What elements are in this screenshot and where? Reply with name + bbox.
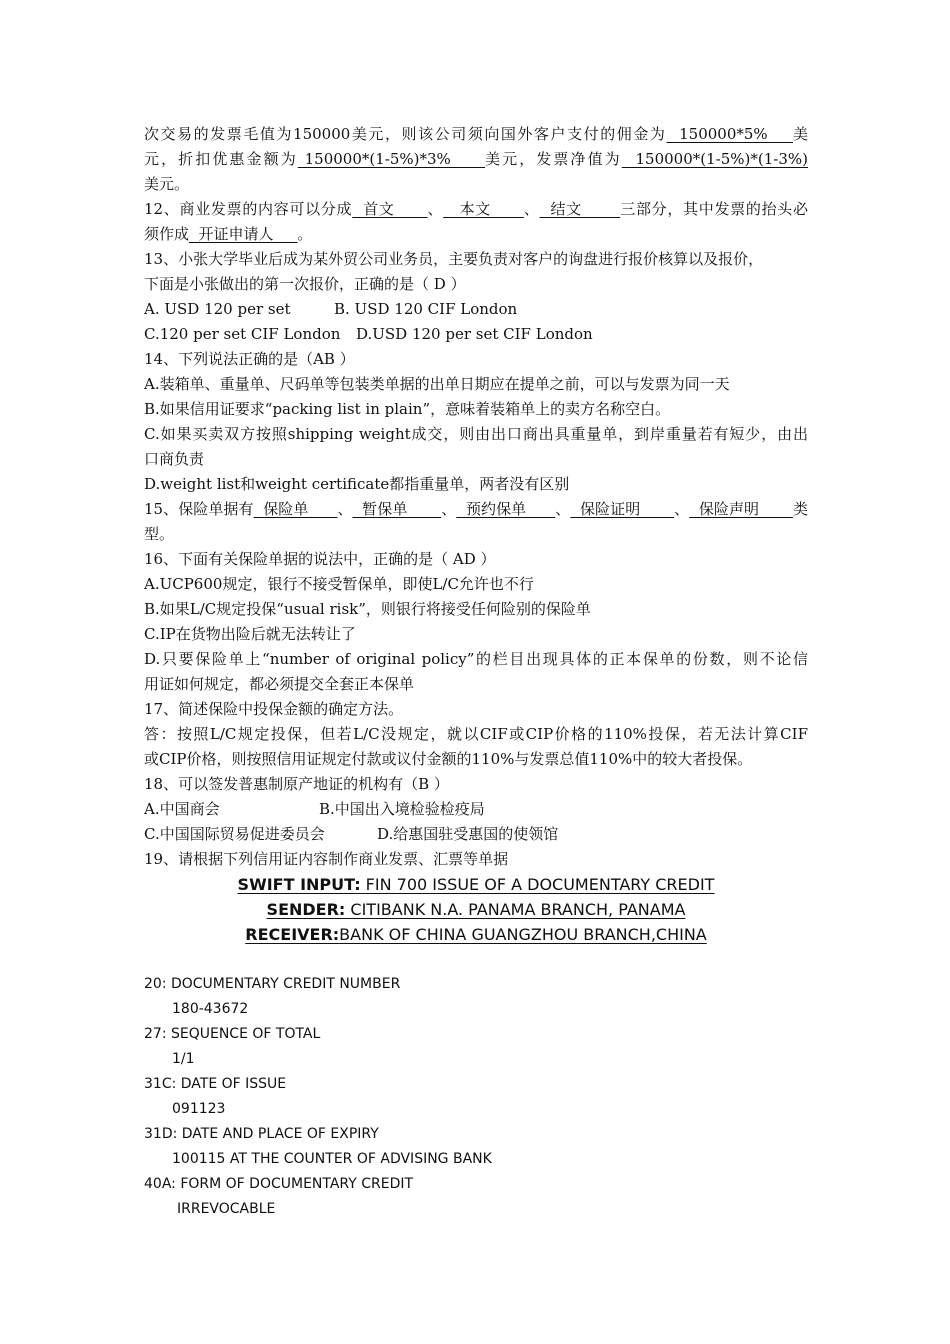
q18-option-c: C.中国国际贸易促进委员会 (144, 825, 325, 843)
q11-text: 美元，发票净值为 (485, 150, 622, 168)
q18-option-d: D.给惠国驻受惠国的使领馆 (377, 825, 559, 843)
q16-option-d-cont: 用证如何规定，都必须提交全套正本保单 (144, 675, 415, 693)
document-body (144, 122, 808, 1222)
q11-line1 (144, 122, 808, 147)
q14-option-b: B.如果信用证要求“packing list in plain”，意味着装箱单上的卖方名称空白。 (144, 400, 671, 418)
q11-net-answer: 150000*(1-5%)*(1-3%) (621, 150, 808, 168)
field-tag: 40A: FORM OF DOCUMENTARY CREDIT (144, 1176, 414, 1192)
field-tag: 31D: DATE AND PLACE OF EXPIRY (144, 1126, 379, 1142)
swift-sender-value: CITIBANK N.A. PANAMA BRANCH, PANAMA (345, 900, 686, 919)
q16-option-d: D.只要保险单上“number of original policy”的栏目出现具体的正本保单的份数，则不论信 (144, 650, 808, 668)
field-value: IRREVOCABLE (177, 1201, 276, 1217)
q12-answer-3: 结文 (539, 200, 621, 218)
q14-option-a: A.装箱单、重量单、尺码单等包装类单据的出单日期应在提单之前，可以与发票为同一天 (144, 375, 730, 393)
q13-option-c: C.120 per set CIF London (144, 325, 341, 343)
field-value: 100115 AT THE COUNTER OF ADVISING BANK (172, 1151, 492, 1167)
q11-text: 次交易的发票毛值为150000美元，则该公司须向国外客户支付的佣金为 (144, 125, 667, 143)
q13-option-b: B. USD 120 CIF London (334, 300, 518, 318)
swift-sender-line (144, 897, 808, 922)
q14-line1: 14、下列说法正确的是（AB ） (144, 350, 355, 368)
q12-answer-4: 开证申请人 (189, 225, 298, 243)
q15-answer-5: 保险声明 (689, 500, 793, 518)
q15-text: 15、保险单据有 (144, 500, 254, 518)
q12-text: 须作成 (144, 225, 190, 243)
field-tag: 31C: DATE OF ISSUE (144, 1076, 287, 1092)
separator: 、 (523, 200, 540, 218)
q11-line3: 美元。 (144, 175, 190, 193)
separator: 、 (555, 500, 571, 518)
swift-input-value: FIN 700 ISSUE OF A DOCUMENTARY CREDIT (360, 875, 715, 894)
q11-commission-answer: 150000*5% (666, 125, 793, 143)
swift-sender-label: SENDER: (266, 900, 346, 919)
q18-option-a: A.中国商会 (144, 800, 220, 818)
q12-line2 (144, 222, 808, 247)
q11-text-end: 美 (793, 125, 809, 143)
q13-option-d: D.USD 120 per set CIF London (356, 325, 593, 343)
q15-answer-3: 预约保单 (456, 500, 556, 518)
field-tag: 20: DOCUMENTARY CREDIT NUMBER (144, 976, 401, 992)
field-value: 091123 (172, 1101, 226, 1117)
q13-line2: 下面是小张做出的第一次报价，正确的是（ D ） (144, 275, 466, 293)
q13-options-cd (144, 322, 808, 347)
separator: 、 (674, 500, 690, 518)
q15-answer-1: 保险单 (253, 500, 338, 518)
q13-options-ab (144, 297, 808, 322)
separator: 、 (337, 500, 353, 518)
q14-option-c: C.如果买卖双方按照shipping weight成交，则由出口商出具重量单，到岸重量若有短少，由出 (144, 425, 808, 443)
swift-input-line (144, 872, 808, 897)
q11-text: 元，折扣优惠金额为 (144, 150, 298, 168)
q12-text: 三部分，其中发票的抬头必 (620, 200, 808, 218)
q11-discount-answer: 150000*(1-5%)*3% (297, 150, 486, 168)
q14-option-d: D.weight list和weight certificate都指重量单，两者没有区别 (144, 475, 570, 493)
field-tag: 27: SEQUENCE OF TOTAL (144, 1026, 321, 1042)
field-value: 1/1 (172, 1051, 195, 1067)
q15-line1 (144, 497, 808, 522)
blank-line (144, 947, 808, 972)
q17-answer-line1: 答：按照L/C规定投保，但若L/C没规定，就以CIF或CIP价格的110%投保，若无法计算CIF (144, 725, 808, 743)
q16-option-b: B.如果L/C规定投保“usual risk”，则银行将接受任何险别的保险单 (144, 600, 591, 618)
swift-receiver-label: RECEIVER: (245, 925, 340, 944)
q12-text: 。 (297, 225, 313, 243)
q18-options-cd (144, 822, 808, 847)
swift-receiver-line (144, 922, 808, 947)
q16-option-c: C.IP在货物出险后就无法转让了 (144, 625, 356, 643)
q16-line1: 16、下面有关保险单据的说法中，正确的是（ AD ） (144, 550, 496, 568)
swift-input-label: SWIFT INPUT: (237, 875, 361, 894)
q11-line2 (144, 147, 808, 172)
q12-answer-1: 首文 (352, 200, 428, 218)
q14-option-c-cont: 口商负责 (144, 450, 205, 468)
q13-option-a: A. USD 120 per set (144, 300, 291, 318)
q15-answer-2: 暂保单 (352, 500, 442, 518)
separator: 、 (427, 200, 444, 218)
q12-line1 (144, 197, 808, 222)
separator: 、 (441, 500, 457, 518)
q13-line1: 13、小张大学毕业后成为某外贸公司业务员，主要负责对客户的询盘进行报价核算以及报价， (144, 250, 764, 268)
q12-text: 12、商业发票的内容可以分成 (144, 200, 353, 218)
q18-line1: 18、可以签发普惠制原产地证的机构有（B ） (144, 775, 449, 793)
q15-line2: 型。 (144, 525, 175, 543)
q17-answer-line2: 或CIP价格，则按照信用证规定付款或议付金额的110%与发票总值110%中的较大者投保。 (144, 750, 753, 768)
q12-answer-2: 本文 (443, 200, 524, 218)
q18-options-ab (144, 797, 808, 822)
q17-line1: 17、简述保险中投保金额的确定方法。 (144, 700, 404, 718)
q18-option-b: B.中国出入境检验检疫局 (319, 800, 485, 818)
q19-line1: 19、请根据下列信用证内容制作商业发票、汇票等单据 (144, 850, 509, 868)
q15-answer-4: 保险证明 (570, 500, 675, 518)
swift-receiver-value: BANK OF CHINA GUANGZHOU BRANCH,CHINA (339, 925, 707, 944)
q16-option-a: A.UCP600规定，银行不接受暂保单，即使L/C允许也不行 (144, 575, 534, 593)
field-value: 180-43672 (172, 1001, 249, 1017)
q15-text: 类 (792, 500, 808, 518)
